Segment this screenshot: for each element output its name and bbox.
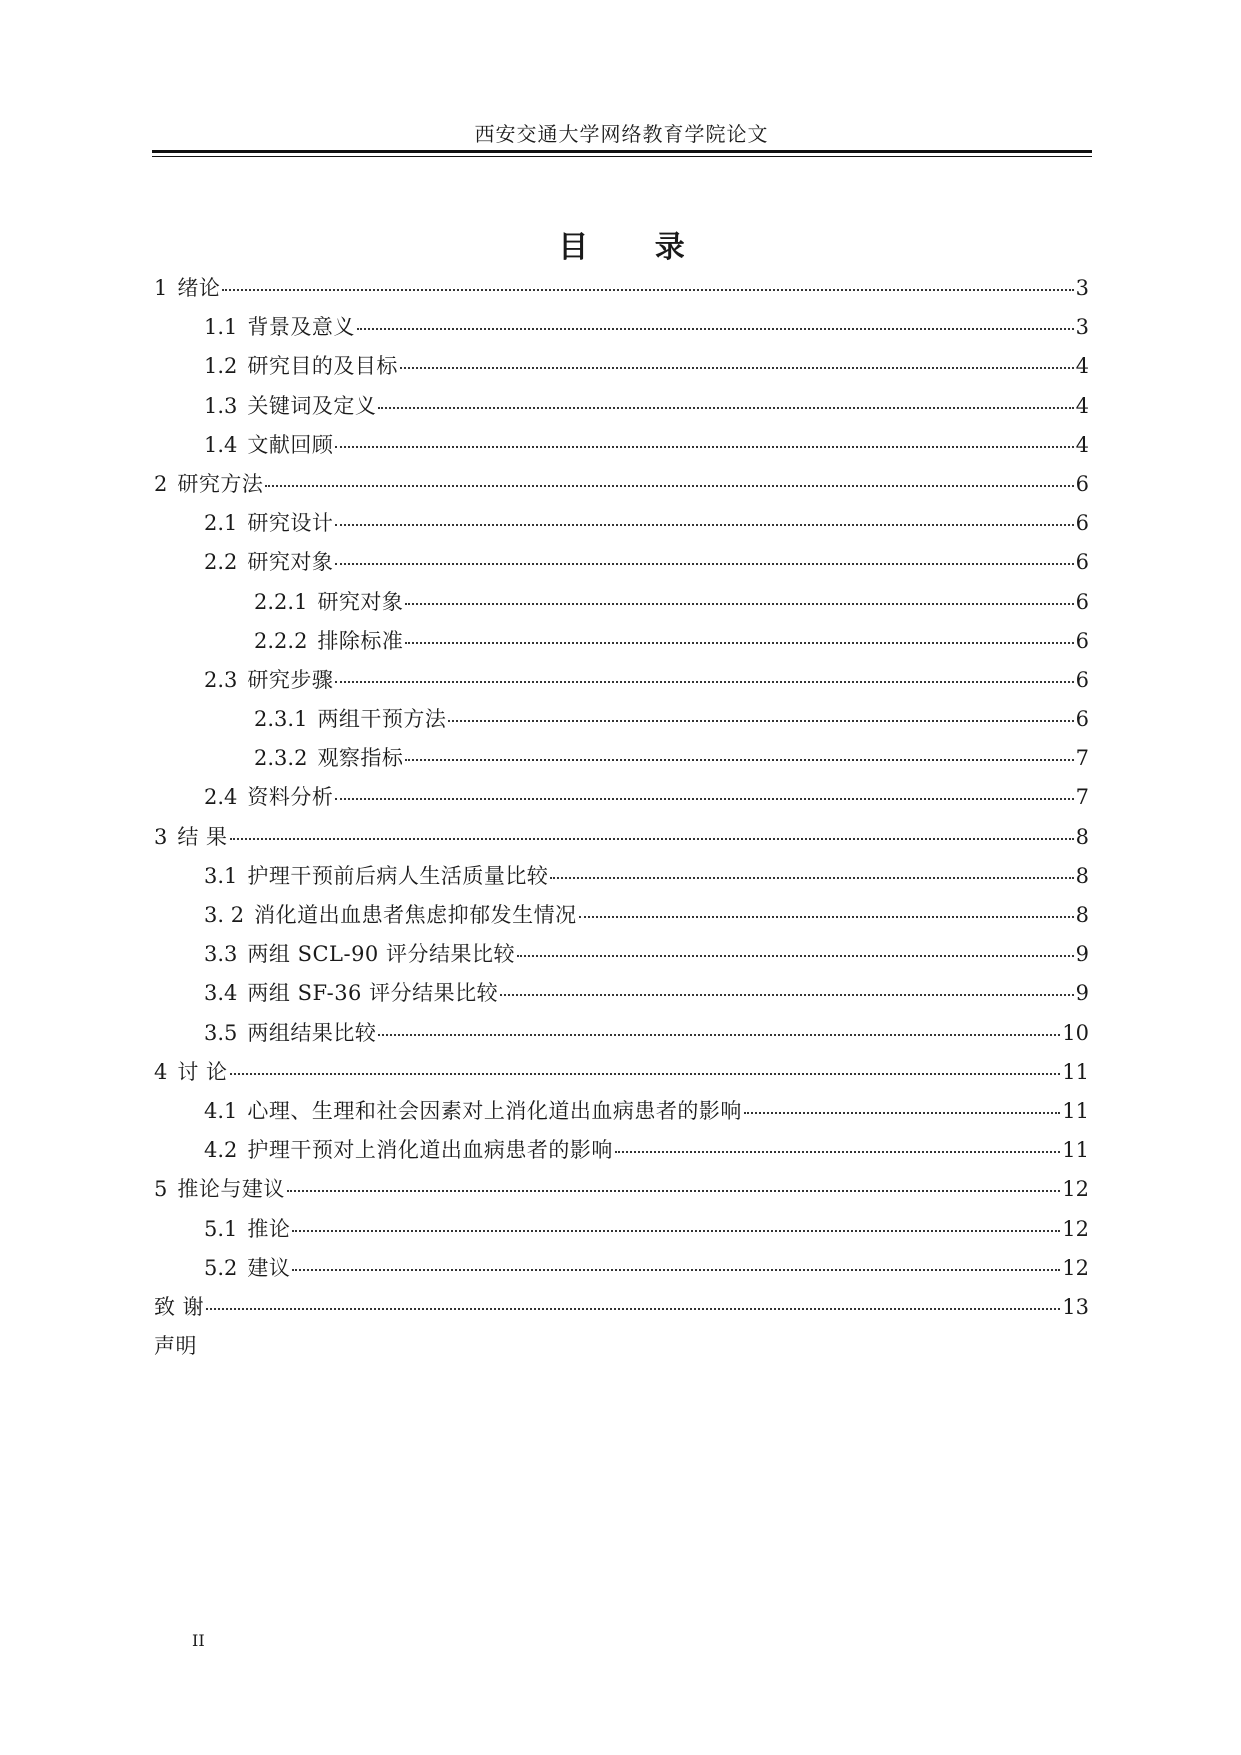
toc-entry-title: 消化道出血患者焦虑抑郁发生情况 [254, 903, 577, 927]
toc-dot-leader [292, 1269, 1060, 1271]
toc-dot-leader [378, 407, 1073, 409]
toc-entry-title: 推论与建议 [177, 1177, 285, 1202]
toc-entry[interactable] [154, 899, 1089, 938]
toc-entry-number: 1.4 [204, 432, 238, 457]
toc-entry-number: 3.5 [204, 1020, 238, 1045]
toc-entry-title: 绪论 [177, 276, 221, 300]
toc-entry-title: 资料分析 [247, 785, 334, 810]
toc-entry-page: 4 [1075, 354, 1089, 379]
toc-entry-number: 2 [154, 471, 168, 496]
toc-dot-leader [744, 1112, 1060, 1114]
running-header: 西安交通大学网络教育学院论文 [474, 122, 769, 146]
toc-entry-page: 6 [1075, 667, 1089, 692]
toc-entry-title: 研究目的及目标 [247, 354, 398, 379]
toc-entry[interactable] [154, 1134, 1089, 1173]
toc-entry-page: 6 [1075, 707, 1089, 732]
toc-dot-leader [287, 1190, 1060, 1192]
toc-entry[interactable] [154, 781, 1089, 820]
toc-dot-leader [378, 1034, 1060, 1036]
toc-entry-page: 12 [1062, 1177, 1089, 1202]
toc-entry-title: 推论 [247, 1216, 291, 1241]
toc-dot-leader [335, 681, 1073, 683]
toc-entry-page: 12 [1062, 1216, 1089, 1241]
toc-entry[interactable] [154, 586, 1089, 625]
toc-dot-leader [405, 759, 1073, 761]
toc-dot-leader [335, 446, 1073, 448]
toc-dot-leader [579, 916, 1074, 918]
table-of-contents [154, 272, 1089, 1369]
toc-entry[interactable] [154, 1056, 1089, 1095]
toc-entry-title: 研究步骤 [247, 667, 334, 692]
toc-entry-title: 研究方法 [177, 471, 264, 496]
toc-entry-number: 1.2 [204, 354, 238, 379]
toc-entry[interactable] [154, 1330, 1089, 1369]
toc-entry[interactable] [154, 1095, 1089, 1134]
toc-dot-leader [335, 563, 1073, 565]
toc-entry-number: 4 [154, 1059, 168, 1084]
toc-entry-number: 1.1 [204, 315, 238, 340]
toc-entry-number: 4.2 [204, 1138, 238, 1163]
toc-dot-leader [206, 1308, 1060, 1310]
toc-entry[interactable] [154, 1017, 1089, 1056]
toc-entry-title: 观察指标 [317, 746, 404, 771]
toc-dot-leader [615, 1151, 1060, 1153]
toc-entry-title: 排除标准 [317, 628, 404, 653]
toc-dot-leader [405, 603, 1073, 605]
toc-entry-number: 2.3 [204, 667, 238, 692]
toc-dot-leader [448, 720, 1073, 722]
toc-entry[interactable] [154, 468, 1089, 507]
toc-entry-page: 6 [1075, 471, 1089, 496]
toc-entry[interactable] [154, 664, 1089, 703]
toc-entry-page: 11 [1062, 1138, 1089, 1163]
toc-entry[interactable] [154, 821, 1089, 860]
toc-entry-number: 3.1 [204, 863, 238, 888]
toc-entry-title: 声明 [154, 1334, 197, 1359]
toc-entry-page: 4 [1075, 393, 1089, 418]
toc-entry-title: 护理干预前后病人生活质量比较 [247, 863, 549, 888]
toc-dot-leader [550, 877, 1073, 879]
toc-entry-title: 护理干预对上消化道出血病患者的影响 [247, 1138, 613, 1163]
toc-dot-leader [500, 994, 1074, 996]
toc-entry-number: 3.4 [204, 981, 238, 1006]
toc-entry-number: 2.2.1 [254, 589, 308, 614]
toc-dot-leader [335, 798, 1073, 800]
toc-dot-leader [230, 1073, 1061, 1075]
toc-entry-number: 5 [154, 1177, 168, 1202]
toc-entry-number: 5.1 [204, 1216, 238, 1241]
toc-entry[interactable] [154, 311, 1089, 350]
toc-entry-page: 11 [1062, 1059, 1089, 1084]
header-rule-thin [152, 156, 1092, 157]
toc-entry-page: 6 [1075, 550, 1089, 575]
toc-entry[interactable] [154, 977, 1089, 1016]
toc-entry-title: 背景及意义 [247, 315, 355, 340]
toc-entry-number: 2.1 [204, 511, 238, 536]
toc-entry-page: 6 [1075, 511, 1089, 536]
toc-entry-title: 心理、生理和社会因素对上消化道出血病患者的影响 [247, 1098, 742, 1123]
toc-entry-title: 两组结果比较 [247, 1020, 377, 1045]
toc-entry-title: 两组干预方法 [317, 707, 447, 732]
toc-dot-leader [265, 485, 1073, 487]
toc-entry-page: 3 [1075, 315, 1089, 340]
toc-entry-title: 文献回顾 [247, 432, 334, 457]
toc-dot-leader [292, 1230, 1060, 1232]
toc-entry-page: 9 [1075, 942, 1089, 967]
toc-entry-page: 11 [1062, 1098, 1089, 1123]
toc-entry[interactable] [154, 546, 1089, 585]
page-number: II [192, 1631, 205, 1650]
toc-entry-number: 2.4 [204, 785, 238, 810]
toc-entry-page: 7 [1075, 746, 1089, 771]
toc-entry-page: 4 [1075, 432, 1089, 457]
toc-entry-title: 关键词及定义 [247, 393, 377, 418]
toc-entry-page: 6 [1075, 628, 1089, 653]
toc-entry-title: 结 果 [177, 824, 228, 849]
toc-entry[interactable] [154, 625, 1089, 664]
toc-entry-page: 10 [1062, 1020, 1089, 1045]
toc-entry-page: 13 [1062, 1294, 1089, 1319]
toc-entry-page: 12 [1062, 1255, 1089, 1280]
toc-entry[interactable] [154, 507, 1089, 546]
toc-entry-number: 3.3 [204, 942, 238, 967]
toc-entry-number: 1.3 [204, 393, 238, 418]
toc-entry[interactable] [154, 860, 1089, 899]
toc-entry-page: 3 [1075, 276, 1089, 300]
toc-entry-page: 7 [1075, 785, 1089, 810]
toc-entry-title: 两组 SF-36 评分结果比较 [247, 981, 499, 1006]
toc-entry-number: 5.2 [204, 1255, 238, 1280]
toc-entry-page: 8 [1075, 863, 1089, 888]
toc-entry-page: 8 [1075, 903, 1089, 927]
toc-entry-title: 致 谢 [154, 1294, 205, 1319]
toc-entry[interactable] [154, 429, 1089, 468]
toc-entry[interactable] [154, 703, 1089, 742]
toc-entry-title: 研究设计 [247, 511, 334, 536]
toc-entry-page: 9 [1075, 981, 1089, 1006]
toc-entry-number: 3 [154, 824, 168, 849]
toc-entry-number: 2.3.2 [254, 746, 308, 771]
toc-entry-title: 研究对象 [317, 589, 404, 614]
toc-entry[interactable] [154, 938, 1089, 977]
toc-entry[interactable] [154, 742, 1089, 781]
toc-dot-leader [230, 838, 1074, 840]
toc-entry-number: 1 [154, 276, 168, 300]
toc-dot-leader [400, 367, 1074, 369]
toc-entry-number: 3. 2 [204, 903, 245, 927]
toc-entry-title: 研究对象 [247, 550, 334, 575]
toc-entry[interactable] [154, 272, 1089, 311]
toc-entry[interactable] [154, 1291, 1089, 1330]
toc-entry[interactable] [154, 350, 1089, 389]
toc-dot-leader [222, 289, 1073, 291]
toc-entry[interactable] [154, 1213, 1089, 1252]
toc-entry-page: 8 [1075, 824, 1089, 849]
toc-title: 目 录 [558, 230, 713, 265]
toc-entry[interactable] [154, 1252, 1089, 1291]
toc-entry-number: 4.1 [204, 1098, 238, 1123]
toc-entry[interactable] [154, 390, 1089, 429]
toc-entry-number: 2.2.2 [254, 628, 308, 653]
toc-dot-leader [335, 524, 1073, 526]
toc-entry[interactable] [154, 1173, 1089, 1212]
toc-dot-leader [405, 642, 1073, 644]
toc-entry-title: 讨 论 [177, 1059, 228, 1084]
toc-entry-number: 2.3.1 [254, 707, 308, 732]
header-rule-thick [152, 150, 1092, 153]
toc-dot-leader [357, 328, 1074, 330]
toc-entry-title: 两组 SCL-90 评分结果比较 [247, 942, 515, 967]
toc-entry-page: 6 [1075, 589, 1089, 614]
toc-entry-number: 2.2 [204, 550, 238, 575]
toc-dot-leader [517, 955, 1074, 957]
toc-entry-title: 建议 [247, 1255, 291, 1280]
